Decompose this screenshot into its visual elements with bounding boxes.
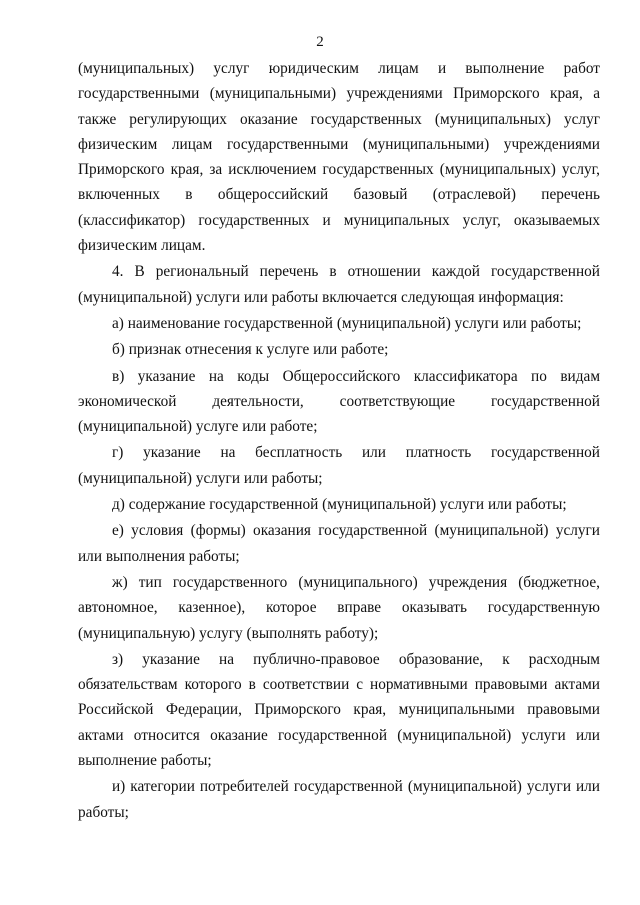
paragraph-item-4: 4. В региональный перечень в отношении каждой государственной (муниципальной) услуги или работы включается следующая информация: bbox=[78, 263, 600, 306]
paragraph-subitem-zh: ж) тип государственного (муниципального) учреждения (бюджетное, автономное, казенное), которое вправе оказывать государственную (муниципальную) услугу (выполнять работу); bbox=[78, 573, 600, 642]
paragraph-subitem-a: а) наименование государственной (муниципальной) услуги или работы; bbox=[112, 314, 582, 332]
paragraph-subitem-v: в) указание на коды Общероссийского классификатора по видам экономической деятельности, соответствующие государственной (муниципальной) услуге или работе; bbox=[78, 367, 600, 436]
paragraph-subitem-b: б) признак отнесения к услуге или работе; bbox=[112, 341, 389, 359]
paragraph-subitem-d: д) содержание государственной (муниципальной) услуги или работы; bbox=[112, 496, 567, 514]
paragraph-subitem-e: е) условия (формы) оказания государственной (муниципальной) услуги или выполнения работы; bbox=[78, 522, 600, 565]
document-body bbox=[78, 56, 600, 826]
paragraph-subitem-i: и) категории потребителей государственной (муниципальной) услуги или работы; bbox=[78, 778, 600, 821]
page-number: 2 bbox=[316, 34, 324, 50]
paragraph-subitem-z: з) указание на публично-правовое образование, к расходным обязательствам которого в соответствии с нормативными правовыми актами Российской Федерации, Приморского края, муниципальными правовыми актами относится оказание государственной (муниципальной) услуги или выполнение работы; bbox=[78, 650, 600, 770]
paragraph-continuation: (муниципальных) услуг юридическим лицам и выполнение работ государственными (муниципальными) учреждениями Приморского края, а также регулирующих оказание государственных (муниципальных) услуг физическим лицам государственными (муниципальными) учреждениями Приморского края, за исключением государственных (муниципальных) услуг, включенных в общероссийский базовый (отраслевой) перечень (классификатор) государственных и муниципальных услуг, оказываемых физическим лицам. bbox=[78, 60, 600, 255]
paragraph-subitem-g: г) указание на бесплатность или платность государственной (муниципальной) услуги или работы; bbox=[78, 444, 600, 487]
